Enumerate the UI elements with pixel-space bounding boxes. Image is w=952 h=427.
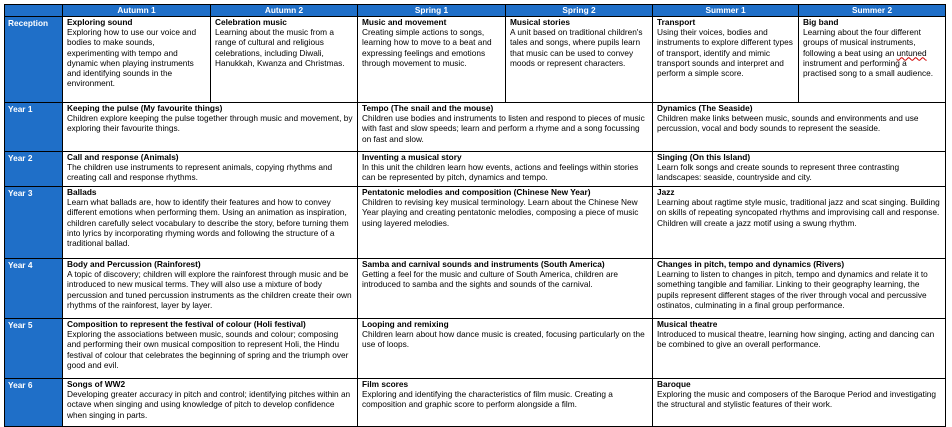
unit-description: In this unit the children learn how events, actions and feelings within stories can be represented by pitch, dynamics and tempo. xyxy=(362,162,639,183)
cell-year3-autumn xyxy=(63,187,358,259)
row-year2 xyxy=(5,152,946,187)
row-year4 xyxy=(5,259,946,319)
unit-title: Jazz xyxy=(657,187,675,197)
cell-year6-spring xyxy=(358,379,653,427)
unit-description: The children use instruments to represent animals, copying rhythms and creating call and response rhythms. xyxy=(67,162,333,183)
term-header-summer-2: Summer 2 xyxy=(799,5,946,17)
unit-description: Children explore keeping the pulse together through music and movement, by exploring their favourite things. xyxy=(67,113,353,134)
unit-title: Music and movement xyxy=(362,17,447,27)
unit-description: Learn what ballads are, how to identify their features and how to convey different emotions when performing them. Using an animation as inspiration, children carefully select vocabulary to describe the story, before turning them into lyrics by incorporating rhyming words and following the structure of a traditional ballad. xyxy=(67,197,349,249)
cell-reception-autumn1 xyxy=(63,17,211,103)
unit-description: Exploring the associations between music, sounds and colour; composing and performing their own musical composition to represent Holi, the Hindu festival of colour that celebrates the beginning of spring and the triumph over good and evil. xyxy=(67,329,349,370)
unit-description: Developing greater accuracy in pitch and control; identifying pitches within an octave when singing and using knowledge of pitch to develop confidence when singing in parts. xyxy=(67,389,351,420)
cell-year5-spring xyxy=(358,319,653,379)
cell-year3-spring xyxy=(358,187,653,259)
unit-description: A topic of discovery; children will explore the rainforest through music and be introduced to new musical terms. They will also use a mixture of body percussion and tuned percussion instruments as the children create their own rhythms of the rainforest, layer by layer. xyxy=(67,269,352,310)
cell-reception-spring2 xyxy=(506,17,653,103)
unit-title: Looping and remixing xyxy=(362,319,449,329)
unit-description: Exploring how to use our voice and bodies to make sounds, experimenting with tempo and dynamic when playing instruments and identifying sounds in the environment. xyxy=(67,27,197,89)
cell-year4-spring xyxy=(358,259,653,319)
unit-title: Body and Percussion (Rainforest) xyxy=(67,259,201,269)
term-header-spring-2: Spring 2 xyxy=(506,5,653,17)
cell-year6-autumn xyxy=(63,379,358,427)
unit-description: Creating simple actions to songs, learning how to move to a beat and expressing feelings and emotions through movement to music. xyxy=(362,27,492,68)
unit-description: Learning about the music from a range of cultural and religious celebrations, including Diwali, Hanukkah, Kwanza and Christmas. xyxy=(215,27,345,68)
unit-title: Big band xyxy=(803,17,839,27)
row-label-year6: Year 6 xyxy=(5,379,63,427)
unit-title: Singing (On this Island) xyxy=(657,152,751,162)
cell-year4-summer xyxy=(653,259,946,319)
row-label-year3: Year 3 xyxy=(5,187,63,259)
cell-year1-autumn xyxy=(63,103,358,152)
unit-description xyxy=(803,27,941,78)
cell-reception-spring1 xyxy=(358,17,506,103)
cell-year5-summer xyxy=(653,319,946,379)
term-header-spring-1: Spring 1 xyxy=(358,5,506,17)
cell-year1-spring xyxy=(358,103,653,152)
unit-title: Changes in pitch, tempo and dynamics (Rivers) xyxy=(657,259,845,269)
unit-description: Children make links between music, sounds and environments and use percussion, vocal and body sounds to represent the seaside. xyxy=(657,113,919,134)
row-label-year4: Year 4 xyxy=(5,259,63,319)
unit-title: Composition to represent the festival of colour (Holi festival) xyxy=(67,319,306,329)
unit-title: Call and response (Animals) xyxy=(67,152,179,162)
term-header-autumn-1: Autumn 1 xyxy=(63,5,211,17)
cell-year2-summer xyxy=(653,152,946,187)
unit-description: Learn folk songs and create sounds to represent three contrasting landscapes: seaside, countryside and city. xyxy=(657,162,900,183)
unit-title: Musical theatre xyxy=(657,319,718,329)
unit-title: Dynamics (The Seaside) xyxy=(657,103,753,113)
unit-title: Keeping the pulse (My favourite things) xyxy=(67,103,223,113)
row-label-reception: Reception xyxy=(5,17,63,103)
term-header-autumn-2: Autumn 2 xyxy=(211,5,358,17)
unit-description: Children use bodies and instruments to listen and respond to pieces of music with fast and slow speeds; learn and perform a rhyme and a song focussing on fast and slow. xyxy=(362,113,645,144)
unit-title: Tempo (The snail and the mouse) xyxy=(362,103,494,113)
cell-year3-summer xyxy=(653,187,946,259)
unit-title: Film scores xyxy=(362,379,409,389)
desc-part: instrument and performing a practised song to a small audience. xyxy=(803,57,934,79)
cell-reception-summer2 xyxy=(799,17,946,103)
cell-year2-spring xyxy=(358,152,653,187)
unit-title: Baroque xyxy=(657,379,691,389)
row-year6 xyxy=(5,379,946,427)
unit-description: Children to revising key musical terminology. Learn about the Chinese New Year playing and creating pentatonic melodies, composing a piece of music using layered melodies. xyxy=(362,197,639,228)
row-label-year2: Year 2 xyxy=(5,152,63,187)
desc-part: Learning about the four different groups of musical instruments, following a beat using an xyxy=(803,27,921,58)
unit-description: Getting a feel for the music and culture of South America, children are introduced to samba and the sights and sounds of the carnival. xyxy=(362,269,618,290)
row-label-year5: Year 5 xyxy=(5,319,63,379)
cell-year4-autumn xyxy=(63,259,358,319)
unit-description: A unit based on traditional children's tales and songs, where pupils learn that music can be used to convey moods or represent characters. xyxy=(510,27,643,68)
cell-year1-summer xyxy=(653,103,946,152)
cell-reception-autumn2 xyxy=(211,17,358,103)
unit-title: Musical stories xyxy=(510,17,570,27)
unit-description: Exploring the music and composers of the Baroque Period and investigating the structural and stylistic features of their work. xyxy=(657,389,937,410)
row-year5 xyxy=(5,319,946,379)
row-reception xyxy=(5,17,946,103)
unit-description: Using their voices, bodies and instruments to explore different types of transport, identify and mimic transport sounds and interpret and perform a simple score. xyxy=(657,27,793,79)
unit-description: Introduced to musical theatre, learning how singing, acting and dancing can be combined to give an overall performance. xyxy=(657,329,935,350)
cell-year5-autumn xyxy=(63,319,358,379)
unit-description: Exploring and identifying the characteristics of film music. Creating a composition and graphic score to perform alongside a film. xyxy=(362,389,613,410)
unit-title: Songs of WW2 xyxy=(67,379,126,389)
unit-description: Children learn about how dance music is created, focusing particularly on the use of loops. xyxy=(362,329,645,350)
cell-year2-autumn xyxy=(63,152,358,187)
unit-title: Exploring sound xyxy=(67,17,133,27)
spellcheck-underlined-word: untuned xyxy=(896,47,927,58)
corner-cell xyxy=(5,5,63,17)
unit-title: Transport xyxy=(657,17,696,27)
unit-title: Celebration music xyxy=(215,17,287,27)
unit-description: Learning to listen to changes in pitch, tempo and dynamics and relate it to something tangible and familiar. Linking to their geography learning, the pupils represent different stages of the river through vocal and percussive ostinatos, culminating in a final group performance. xyxy=(657,269,928,310)
unit-description: Learning about ragtime style music, traditional jazz and scat singing. Building on skills of repeating syncopated rhythms and improvising call and response. Children will create a jazz motif using a swung rhythm. xyxy=(657,197,940,228)
cell-reception-summer1 xyxy=(653,17,799,103)
unit-title: Pentatonic melodies and composition (Chinese New Year) xyxy=(362,187,591,197)
music-curriculum-table xyxy=(4,4,946,427)
header-row xyxy=(5,5,946,17)
unit-title: Samba and carnival sounds and instruments (South America) xyxy=(362,259,605,269)
term-header-summer-1: Summer 1 xyxy=(653,5,799,17)
unit-title: Ballads xyxy=(67,187,97,197)
cell-year6-summer xyxy=(653,379,946,427)
row-label-year1: Year 1 xyxy=(5,103,63,152)
row-year3 xyxy=(5,187,946,259)
row-year1 xyxy=(5,103,946,152)
unit-title: Inventing a musical story xyxy=(362,152,462,162)
